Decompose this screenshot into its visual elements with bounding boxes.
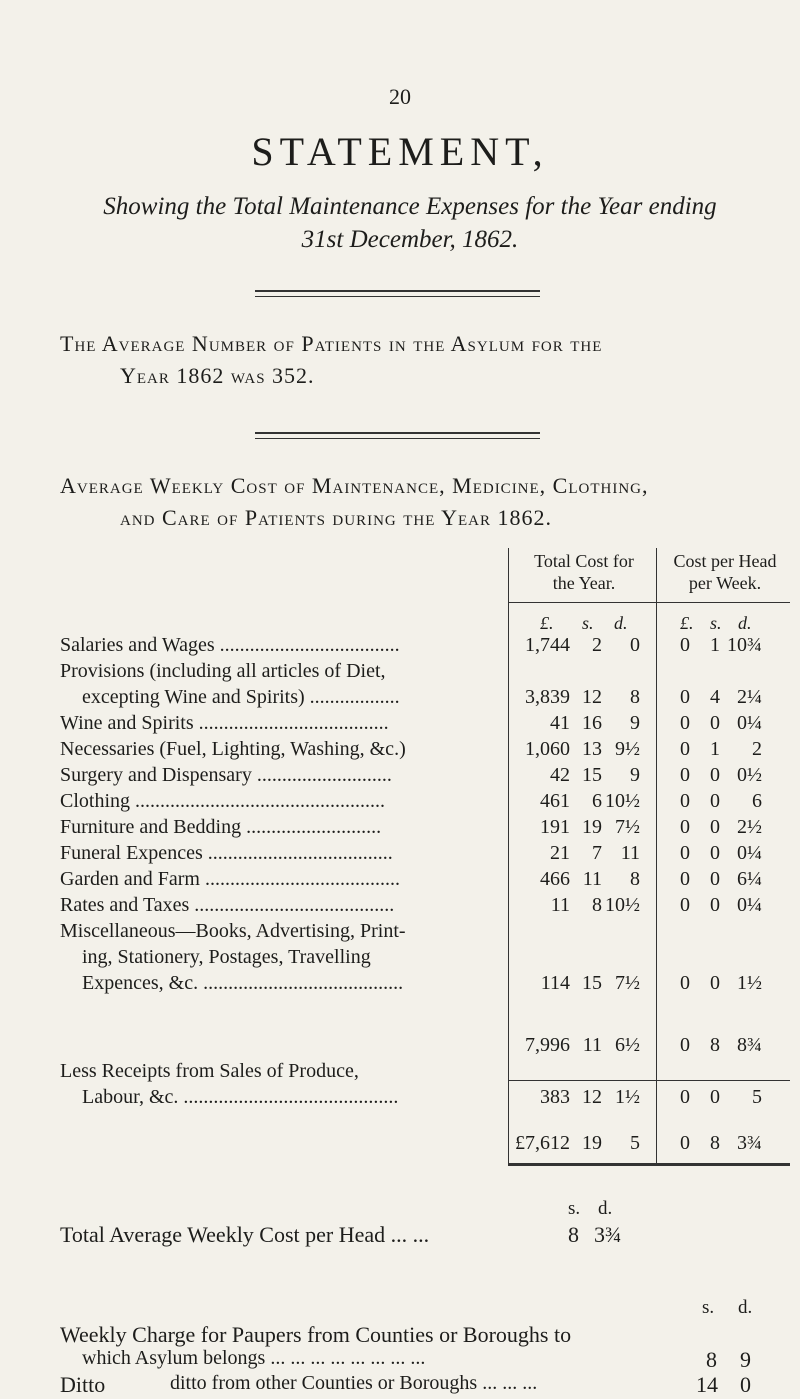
weekly-cost-pounds: 0 [680,894,690,916]
total-cost-shillings: 13 [582,738,602,760]
total-cost-shillings: 19 [582,816,602,838]
table-row-label: Rates and Taxes ........................................ [60,894,395,916]
divider [255,432,540,434]
weekly-cost-pounds: 0 [680,842,690,864]
table-rule [508,602,790,603]
total-cost-pounds: 114 [540,972,570,994]
weekly-cost-pounds: 0 [680,634,690,656]
total-cost-shillings: 12 [582,1086,602,1108]
col-total-header-line-1: Total Cost for [534,551,634,571]
subtitle-line-2: 31st December, 1862. [301,226,519,253]
weekly-charge-shillings: 8 [706,1347,717,1372]
total-cost-pence: 1½ [615,1086,640,1108]
weekly-cost-pounds: 0 [680,1086,690,1108]
col-weekly-header [660,550,790,594]
divider [255,438,540,439]
col-weekly-header-line-2: per Week. [688,573,762,593]
weekly-cost-shillings: 0 [710,764,720,786]
total-average-pence: 3¾ [594,1222,622,1247]
weekly-cost-shillings: 0 [710,712,720,734]
weekly-cost-shillings: 4 [710,686,720,708]
total-cost-pence: 11 [620,842,640,864]
total-cost-pence: 7½ [615,972,640,994]
table-rule [508,1163,790,1166]
total-cost-pence: 9½ [615,738,640,760]
table-row-label: Surgery and Dispensary ........................... [60,764,392,786]
weekly-cost-pence: 0¼ [737,894,762,916]
total-cost-pence: 8 [630,686,640,708]
col-total-unit-shillings: s. [582,613,594,633]
page-title: STATEMENT, [251,129,549,174]
less-receipts-label: Labour, &c. ........................................... [82,1086,399,1108]
weekly-charge-row-label: which Asylum belongs ... ... ... ... ... ... ... ... [82,1347,426,1369]
weekly-cost-pence: 0¼ [737,712,762,734]
weekly-cost-pence: 1½ [737,972,762,994]
weekly-cost-pounds: 0 [680,738,690,760]
total-cost-shillings: 7 [592,842,602,864]
weekly-charge-row-label: Weekly Charge for Paupers from Counties or Boroughs to [60,1322,572,1347]
weekly-cost-pounds: 0 [680,686,690,708]
weekly-charge-shillings: 14 [696,1372,718,1397]
weekly-cost-shillings: 0 [710,894,720,916]
col-total-header [512,550,656,594]
total-cost-pounds: £7,612 [515,1132,570,1154]
table-row-label: Necessaries (Fuel, Lighting, Washing, &c.) [60,738,406,760]
weekly-charge-pence: 9 [740,1347,751,1372]
subtitle-line-1: Showing the Total Maintenance Expenses for the Year ending [103,193,717,220]
total-cost-pounds: 41 [550,712,570,734]
table-row-label: Miscellaneous—Books, Advertising, Print- [60,920,406,942]
table-row-label: Funeral Expences ..................................... [60,842,393,864]
total-cost-pence: 7½ [615,816,640,838]
total-cost-pounds: 461 [540,790,570,812]
weekly-cost-pence: 6 [752,790,762,812]
weekly-cost-shillings: 0 [710,790,720,812]
weekly-cost-pounds: 0 [680,1132,690,1154]
weekly-cost-pounds: 0 [680,1034,690,1056]
total-cost-pounds: 1,060 [525,738,570,760]
weekly-cost-pence: 6¼ [737,868,762,890]
weekly-cost-shillings: 0 [710,868,720,890]
total-cost-shillings: 16 [582,712,602,734]
weekly-charge-shillings [696,1396,697,1397]
weekly-cost-shillings: 8 [710,1034,720,1056]
table-row-label: Expences, &c. ........................................ [82,972,404,994]
weekly-cost-pence: 2¼ [737,686,762,708]
weekly-charge-pence: 0 [740,1372,751,1397]
weekly-cost-shillings: 0 [710,842,720,864]
col-weekly-unit-pence: d. [738,613,752,633]
total-cost-pounds: 3,839 [525,686,570,708]
total-cost-pounds: 466 [540,868,570,890]
total-average-label: Total Average Weekly Cost per Head ... ... [60,1222,430,1247]
col-weekly-unit-shillings: s. [710,613,722,633]
total-cost-shillings: 11 [582,868,602,890]
total-cost-pence: 9 [630,764,640,786]
total-cost-pence: 6½ [615,1034,640,1056]
weekly-cost-pence: 0½ [737,764,762,786]
total-cost-shillings: 19 [582,1132,602,1154]
weekly-cost-pounds: 0 [680,972,690,994]
total-cost-pounds: 7,996 [525,1034,570,1056]
total-cost-pence: 10½ [605,790,640,812]
table-row-label: Furniture and Bedding ........................... [60,816,382,838]
total-cost-shillings: 15 [582,972,602,994]
weekly-cost-pence: 8¾ [737,1034,762,1056]
total-cost-pounds: 42 [550,764,570,786]
total-cost-pence: 8 [630,868,640,890]
table-row-label: Salaries and Wages .................................... [60,634,400,656]
col-weekly-unit-pounds: £. [680,613,694,633]
total-average-unit-shillings: s. [568,1198,581,1219]
weekly-charge-row-label [60,1396,62,1397]
total-cost-pence: 10½ [605,894,640,916]
weekly-cost-title [60,470,750,534]
weekly-cost-pence: 3¾ [737,1132,762,1154]
divider [255,290,540,292]
weekly-cost-pounds: 0 [680,764,690,786]
weekly-charge-unit-pence: d. [738,1297,753,1318]
weekly-charge-row-label: ditto from other Counties or Boroughs ... ... ... [170,1372,538,1394]
total-cost-pounds: 11 [550,894,570,916]
weekly-cost-title-line-1: Average Weekly Cost of Maintenance, Medicine, Clothing, [60,473,649,498]
weekly-cost-shillings: 0 [710,816,720,838]
subtitle [60,190,760,256]
total-cost-shillings: 2 [592,634,602,656]
total-average-unit-pence: d. [598,1198,613,1219]
table-rule [656,548,657,1166]
weekly-cost-pounds: 0 [680,868,690,890]
weekly-cost-shillings: 0 [710,972,720,994]
weekly-cost-shillings: 1 [710,634,720,656]
total-cost-pence: 9 [630,712,640,734]
weekly-cost-pounds: 0 [680,816,690,838]
total-cost-shillings: 15 [582,764,602,786]
table-row-label: excepting Wine and Spirits) .................. [82,686,400,708]
page-number: 20 [389,84,411,109]
less-receipts-label: Less Receipts from Sales of Produce, [60,1060,359,1082]
weekly-cost-pence: 10¾ [727,634,762,656]
total-cost-pounds: 383 [540,1086,570,1108]
weekly-cost-shillings: 1 [710,738,720,760]
total-cost-pence: 0 [630,634,640,656]
weekly-charge-unit-shillings: s. [702,1297,715,1318]
weekly-charge-row-label [170,1396,186,1397]
table-row-label: Wine and Spirits ...................................... [60,712,389,734]
weekly-cost-pence: 2 [752,738,762,760]
weekly-cost-pounds: 0 [680,790,690,812]
total-cost-shillings: 12 [582,686,602,708]
weekly-cost-shillings: 8 [710,1132,720,1154]
weekly-cost-pence: 0¼ [737,842,762,864]
weekly-charge-pence [740,1396,741,1397]
total-cost-pence: 5 [630,1132,640,1154]
col-total-unit-pence: d. [614,613,628,633]
total-cost-pounds: 1,744 [525,634,570,656]
weekly-cost-pence: 2½ [737,816,762,838]
average-patients-statement [60,328,750,392]
table-row-label: Clothing .................................................. [60,790,386,812]
col-weekly-header-line-1: Cost per Head [673,551,777,571]
average-patients-line-1: The Average Number of Patients in the Asylum for the [60,331,603,356]
total-cost-shillings: 8 [592,894,602,916]
col-total-unit-pounds: £. [540,613,554,633]
weekly-cost-pounds: 0 [680,712,690,734]
total-cost-pounds: 191 [540,816,570,838]
total-cost-pounds: 21 [550,842,570,864]
table-row-label: Garden and Farm ....................................... [60,868,400,890]
total-average-shillings: 8 [568,1222,579,1247]
col-total-header-line-2: the Year. [552,573,616,593]
average-patients-line-2: Year 1862 was 352. [120,363,315,388]
table-row-label: ing, Stationery, Postages, Travelling [82,946,371,968]
table-rule [508,1080,790,1081]
table-rule [508,548,509,1166]
total-cost-shillings: 11 [582,1034,602,1056]
weekly-cost-pence: 5 [752,1086,762,1108]
weekly-cost-shillings: 0 [710,1086,720,1108]
divider [255,296,540,297]
total-cost-shillings: 6 [592,790,602,812]
table-row-label: Provisions (including all articles of Diet, [60,660,386,682]
weekly-cost-title-line-2: and Care of Patients during the Year 1862. [120,505,552,530]
weekly-charge-row-label: Ditto [60,1372,106,1397]
